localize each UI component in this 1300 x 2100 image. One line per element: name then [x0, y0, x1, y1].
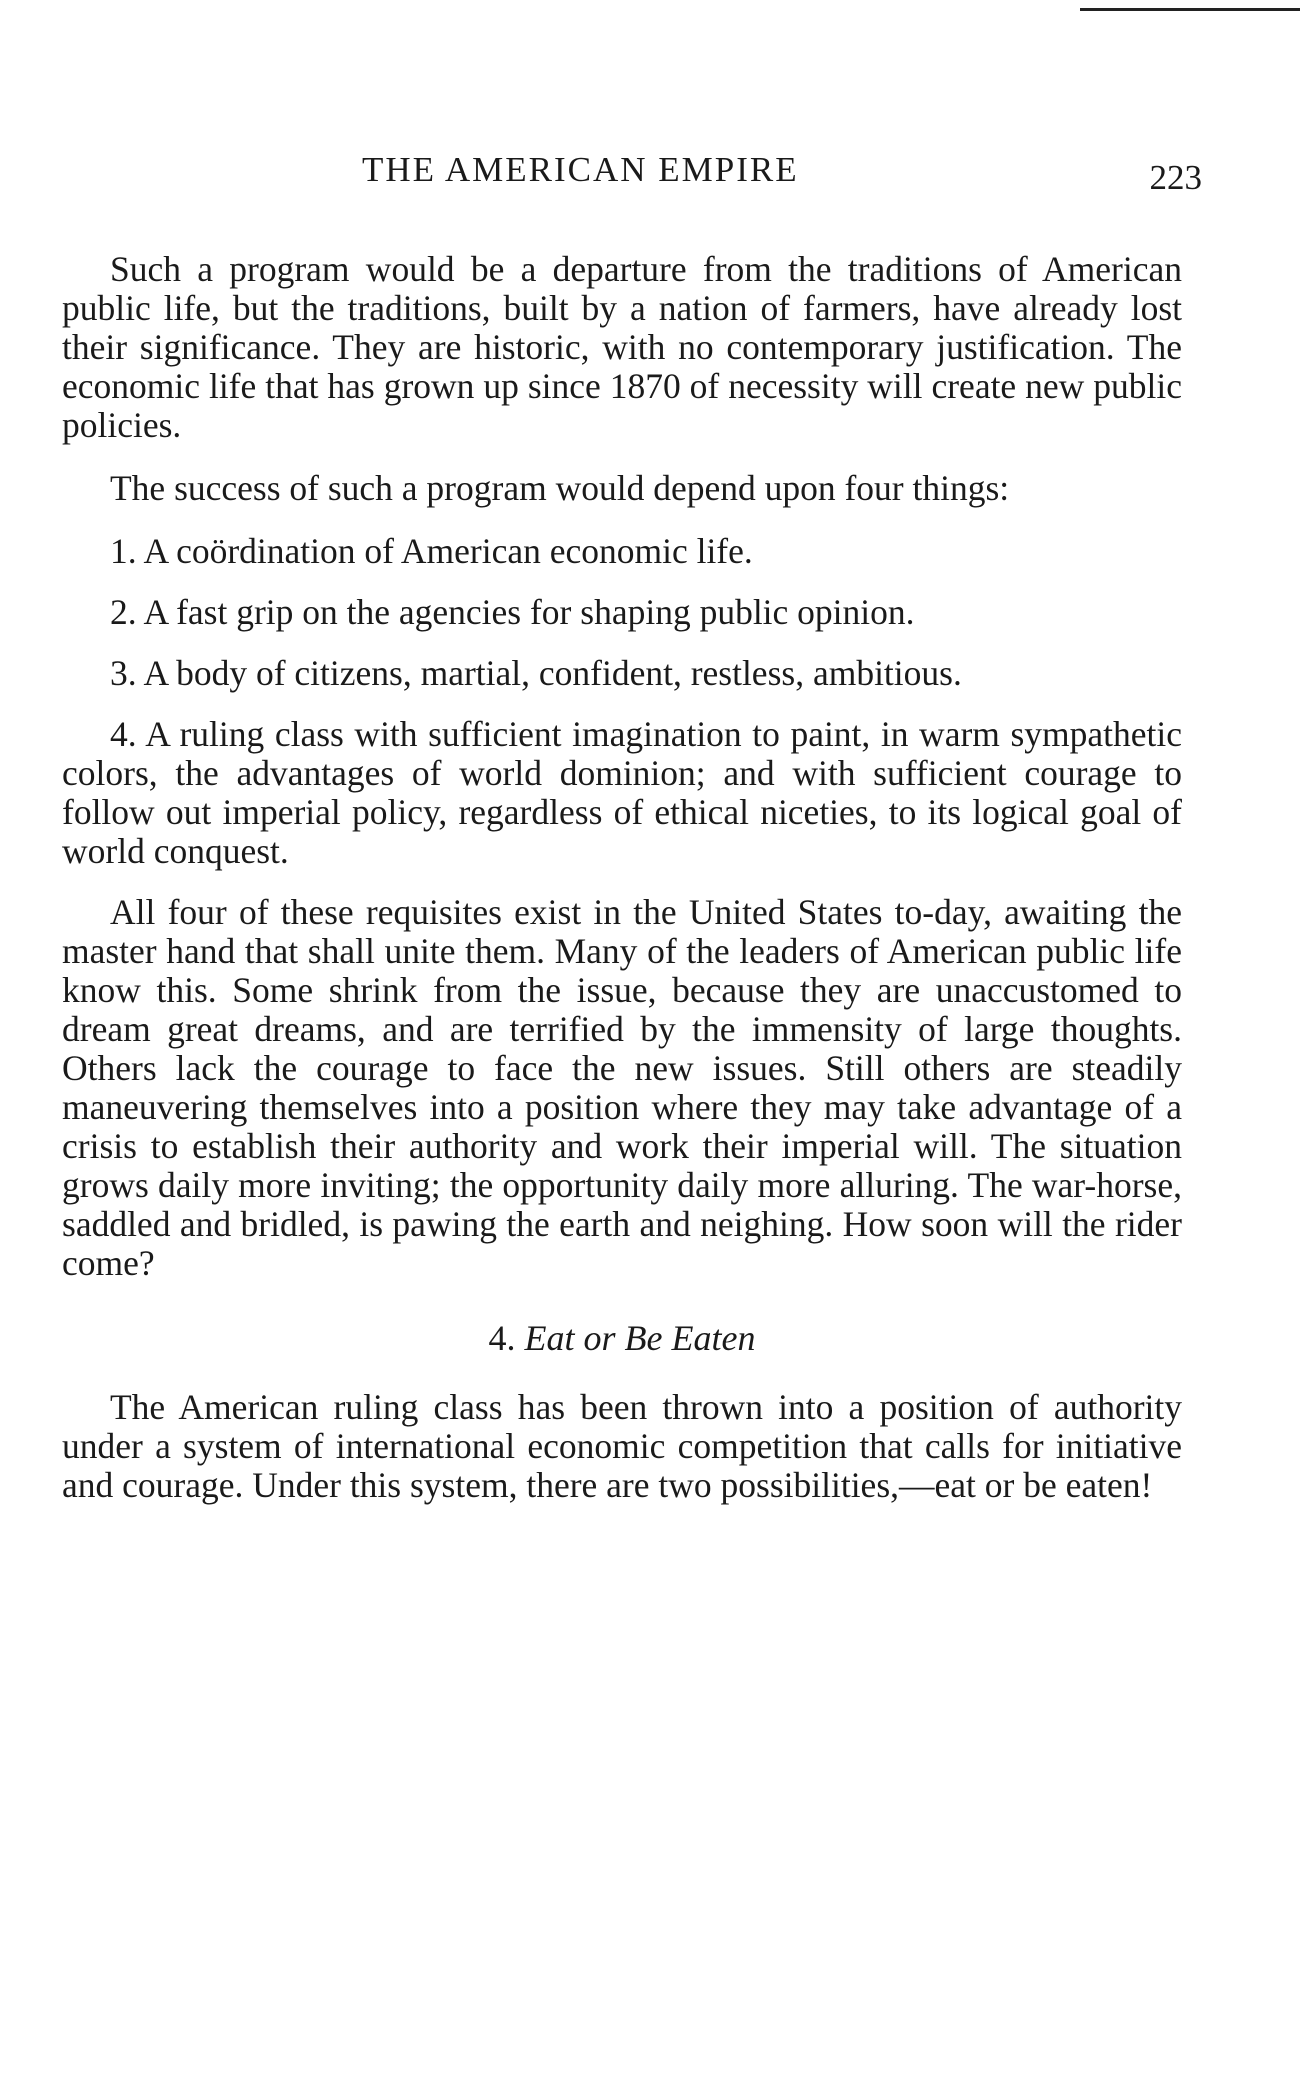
running-title: THE AMERICAN EMPIRE: [362, 150, 799, 189]
paragraph-3: All four of these requisites exist in the United States to-day, awaiting the master hand that shall unite them. Many of the leaders of American public life know this. Some shrink from the issue, because they are unaccustomed to dream great dreams, and are terrified by the immensity of large thoughts. Others lack the courage to face the new issues. Still others are steadily maneuvering themselves into a position where they may take advantage of a crisis to establish their authority and work their imperial will. The situation grows daily more inviting; the opportunity daily more alluring. The war-horse, saddled and bridled, is pawing the earth and neighing. How soon will the rider come?: [62, 892, 1182, 1283]
top-edge-rule: [1080, 8, 1300, 11]
list-item-4: 4. A ruling class with sufficient imagination to paint, in warm sympathetic colors, the advantages of world dominion; and with sufficient courage to follow out imperial policy, regardless of ethical niceties, to its logical goal of world conquest.: [62, 714, 1182, 871]
section-heading: [62, 1319, 1182, 1358]
list-item-1: 1. A coördination of American economic life.: [110, 531, 753, 571]
paragraph-4: The American ruling class has been thrown into a position of authority under a system of international economic competition that calls for initiative and courage. Under this system, there are two possibilities,—eat or be eaten!: [62, 1387, 1182, 1505]
body-text: [62, 250, 1182, 1505]
list-item-2: 2. A fast grip on the agencies for shaping public opinion.: [110, 592, 915, 632]
page-number: 223: [1149, 158, 1202, 197]
paragraph-2: The success of such a program would depend upon four things:: [110, 468, 1010, 508]
running-head: [62, 150, 1202, 210]
paragraph-1: Such a program would be a departure from the traditions of American public life, but the traditions, built by a nation of farmers, have already lost their significance. They are historic, with no contemporary justification. The economic life that has grown up since 1870 of necessity will create new public policies.: [62, 249, 1182, 445]
section-title: Eat or Be Eaten: [524, 1318, 756, 1358]
section-number: 4.: [488, 1318, 516, 1358]
list-item-3: 3. A body of citizens, martial, confident, restless, ambitious.: [110, 653, 962, 693]
book-page: [62, 150, 1202, 1529]
